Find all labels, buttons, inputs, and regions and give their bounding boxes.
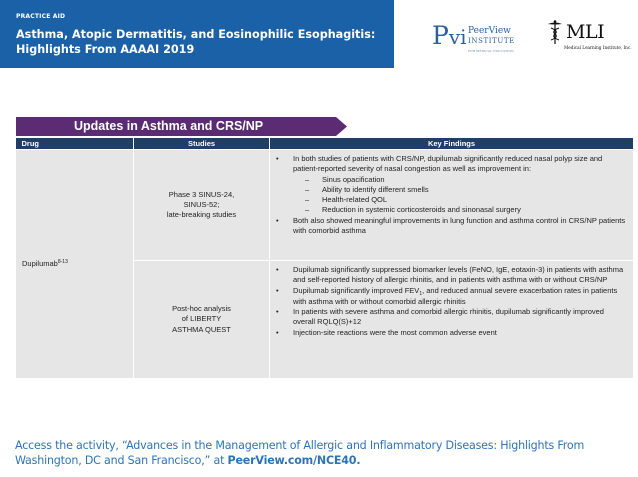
activity-link[interactable]: PeerView.com/NCE40.: [227, 454, 361, 467]
footer-note: [15, 438, 627, 468]
finding-text: In both studies of patients with CRS/NP, dupilumab significantly reduced nasal polyp size and patient-reported severity of nasal congestion as well as improvement in:: [293, 154, 603, 174]
section-title: Updates in Asthma and CRS/NP: [74, 119, 264, 133]
findings-list: [274, 265, 627, 338]
study-line: Phase 3 SINUS-24,: [168, 189, 235, 199]
finding-item: • Injection-site reactions were the most common adverse event: [274, 328, 627, 338]
study-cell: [134, 261, 270, 379]
sub-finding-item: – Health-related QOL: [293, 195, 627, 205]
findings-table: [15, 138, 634, 379]
study-cell: [134, 150, 270, 261]
sub-finding-item: – Ability to identify different smells: [293, 185, 627, 195]
study-line: late-breaking studies: [166, 210, 237, 220]
finding-text: , and reduced annual severe exacerbation rates in patients with asthma with or without comorbid allergic rhinitis: [293, 285, 618, 306]
study-line: of LIBERTY: [181, 314, 222, 324]
drug-name: Dupilumab: [22, 258, 58, 268]
pvi-wordmark: [468, 26, 515, 56]
finding-item: • Dupilumab significantly suppressed biomarker levels (FeNO, IgE, eotaxin-3) in patients with asthma and self-reported history of allergic rhinitis, and in patients with asthma with or without CRS/NP: [274, 265, 627, 286]
finding-item: [274, 154, 627, 216]
drug-cell: [16, 150, 134, 379]
study-line: SINUS-52;: [183, 199, 220, 209]
findings-list: [274, 154, 627, 236]
section-header: [16, 117, 347, 136]
finding-item: • In patients with severe asthma and comorbid allergic rhinitis, dupilumab significantly improved overall RQLQ(S)+12: [274, 307, 627, 328]
header-banner: [0, 0, 394, 68]
finding-item: [274, 286, 627, 308]
pvi-mark-p: P: [432, 21, 449, 50]
study-line: Post-hoc analysis: [172, 304, 231, 314]
pvi-institute: INSTITUTE: [468, 37, 515, 45]
mli-subtitle: Medical Learning Institute, Inc.: [564, 45, 632, 50]
peerview-logo: [432, 22, 522, 52]
column-header-key-findings: Key Findings: [270, 138, 634, 150]
sub-findings-list: [293, 175, 627, 216]
table-row: [16, 150, 634, 261]
pvi-mark: [432, 22, 467, 51]
pvi-subtitle: FOR MEDICAL EDUCATION: [468, 49, 514, 53]
sub-finding-item: – Sinus opacification: [293, 175, 627, 185]
column-header-drug: Drug: [16, 138, 134, 150]
footer-text: Access the activity, “Advances in the Management of Allergic and Inflammatory Diseases: Highlights From Washington, DC and San Francisco,” at: [15, 439, 585, 467]
practice-aid-label: PRACTICE AID: [16, 13, 66, 20]
column-header-studies: Studies: [134, 138, 270, 150]
finding-subscript: 1: [419, 290, 423, 297]
study-line: ASTHMA QUEST: [172, 324, 231, 334]
finding-text: Dupilumab significantly improved FEV: [293, 285, 420, 295]
pvi-name: PeerView: [468, 26, 511, 36]
page-title: Asthma, Atopic Dermatitis, and Eosinophilic Esophagitis: Highlights From AAAAI 2019: [16, 28, 376, 56]
pvi-mark-vi: vi: [448, 25, 467, 49]
caduceus-icon: [546, 19, 564, 45]
mli-name: MLI: [566, 21, 605, 43]
findings-cell: [270, 261, 634, 379]
findings-cell: [270, 150, 634, 261]
mli-logo: [546, 17, 632, 57]
table-header-row: [16, 138, 634, 150]
sub-finding-item: – Reduction in systemic corticosteroids and sinonasal surgery: [293, 205, 627, 215]
finding-item: • Both also showed meaningful improvements in lung function and asthma control in CRS/NP patients with comorbid asthma: [274, 216, 627, 237]
drug-reference: 8-13: [57, 258, 68, 265]
